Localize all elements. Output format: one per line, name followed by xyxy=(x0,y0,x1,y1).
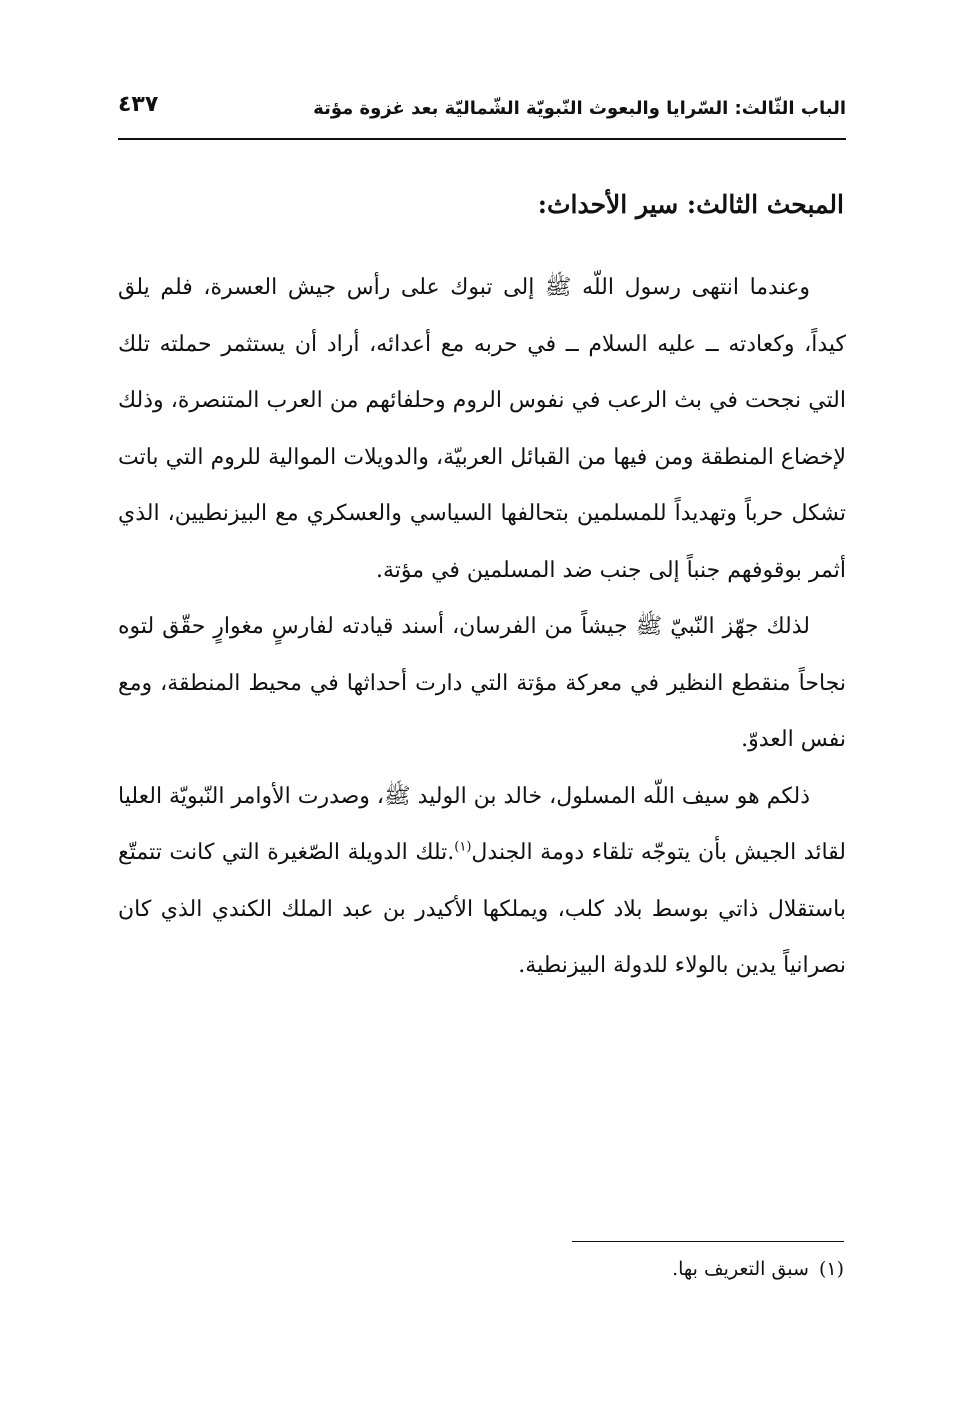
footnote xyxy=(672,1258,844,1280)
paragraph-2: لذلك جهّز النّبيّ ﷺ جيشاً من الفرسان، أسند قيادته لفارسٍ مغوارٍ حقّق لتوه نجاحاً منقطع النظير في معركة مؤتة التي دارت أحداثها في محيط المنطقة، ومع نفس العدوّ. xyxy=(118,614,846,752)
paragraph-3-text-after: .تلك الدويلة الصّغيرة التي كانت تتمتّع باستقلال ذاتي بوسط بلاد كلب، ويملكها الأكيدر بن عبد الملك الكندي الذي كان نصرانياً يدين بالولاء للدولة البيزنطية. xyxy=(118,840,846,978)
footnote-text: سبق التعريف بها. xyxy=(672,1258,809,1280)
footnote-reference[interactable]: (١) xyxy=(454,839,472,855)
page-number: ٤٣٧ xyxy=(118,92,159,117)
paragraph-3-text-before: ذلكم هو سيف اللّه المسلول، خالد بن الوليد ﷺ، وصدرت الأوامر النّبويّة العليا لقائد الجيش بأن يتوجّه تلقاء دومة الجندل xyxy=(118,783,846,865)
footnote-mark: (١) xyxy=(818,1258,844,1280)
paragraph-3 xyxy=(118,769,846,995)
section-heading: المبحث الثالث: سير الأحداث: xyxy=(537,190,844,219)
running-header xyxy=(118,88,846,136)
header-rule xyxy=(118,138,846,140)
chapter-title: الباب الثّالث: السّرايا والبعوث النّبويّة الشّماليّة بعد غزوة مؤتة xyxy=(313,98,846,119)
body-text xyxy=(118,260,846,995)
footnote-rule xyxy=(572,1241,844,1242)
paragraph-1: وعندما انتهى رسول اللّه ﷺ إلى تبوك على رأس جيش العسرة، فلم يلق كيداً، وكعادته ــ عليه السلام ــ في حربه مع أعدائه، أراد أن يستثمر حملته تلك التي نجحت في بث الرعب في نفوس الروم وحلفائهم من العرب المتنصرة، وذلك لإخضاع المنطقة ومن فيها من القبائل العربيّة، والدويلات الموالية للروم التي باتت تشكل حرباً وتهديداً للمسلمين بتحالفها السياسي والعسكري مع البيزنطيين، الذي أثمر بوقوفهم جنباً إلى جنب ضد المسلمين في مؤتة. xyxy=(118,275,846,583)
